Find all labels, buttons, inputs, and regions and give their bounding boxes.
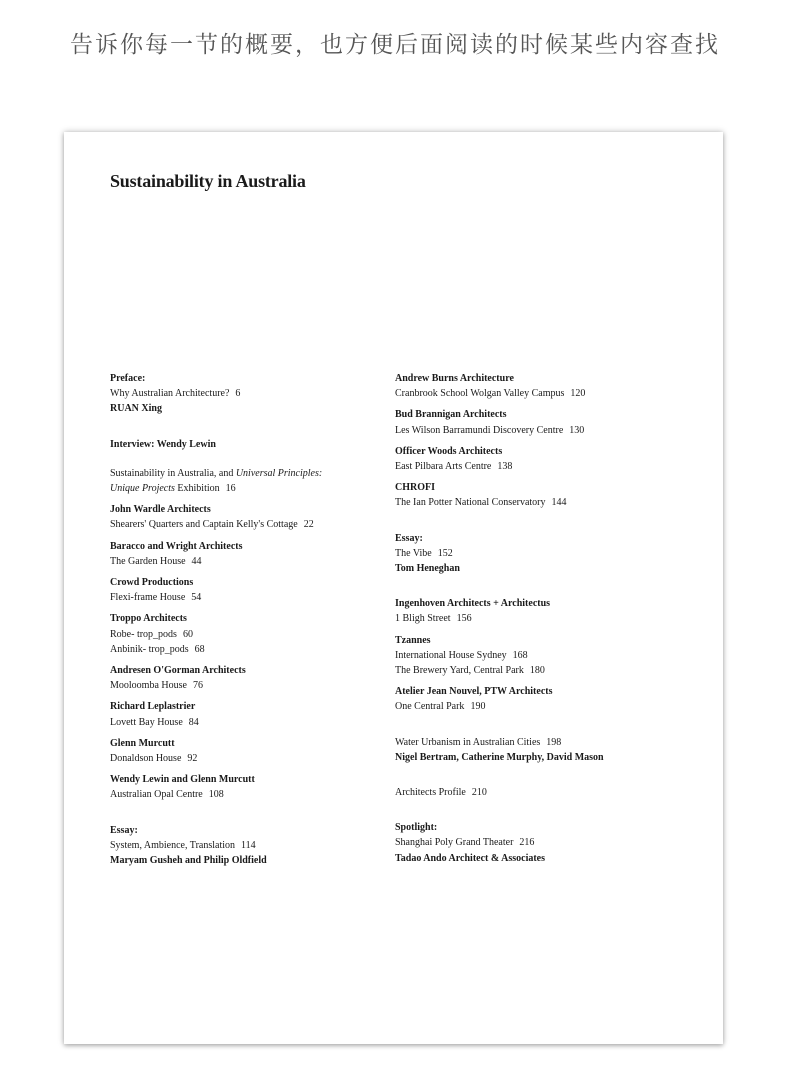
project-title: Shearers' Quarters and Captain Kelly's Cottage (110, 519, 298, 531)
page-number: 180 (529, 665, 545, 677)
toc-entry-water-urbanism (395, 735, 685, 765)
entry-author: Tom Heneghan (395, 563, 460, 575)
project-title: Robe- trop_pods (110, 628, 177, 640)
toc-left-column (110, 371, 380, 868)
architect-name: Bud Brannigan Architects (395, 409, 507, 421)
architect-name: Baracco and Wright Architects (110, 540, 243, 552)
book-contents-page (64, 132, 723, 1044)
page-number: 168 (512, 649, 528, 661)
toc-right-column (395, 371, 685, 866)
architect-name: Crowd Productions (110, 577, 194, 589)
architect-name: Tzannes (395, 634, 431, 646)
toc-entry-preface (110, 371, 380, 417)
entry-title: The Vibe (395, 547, 432, 559)
entry-author: Maryam Gusheh and Philip Oldfield (110, 855, 267, 867)
architect-name: Glenn Murcutt (110, 737, 175, 749)
page-number: 60 (182, 628, 193, 640)
toc-entry-murcutt (110, 736, 380, 766)
project-title: Australian Opal Centre (110, 789, 203, 801)
toc-entry-wardle (110, 502, 380, 532)
project-title: Mooloomba House (110, 680, 187, 692)
entry-author: Nigel Bertram, Catherine Murphy, David Mason (395, 751, 604, 763)
page-number: 54 (191, 592, 202, 604)
project-title: Les Wilson Barramundi Discovery Centre (395, 424, 564, 436)
page-number: 92 (187, 753, 198, 765)
toc-entry-essay-right (395, 531, 685, 577)
architect-name: Wendy Lewin and Glenn Murcutt (110, 774, 255, 786)
section-label: Essay: (110, 824, 138, 836)
project-title: Anbinik- trop_pods (110, 643, 189, 655)
project-title: Flexi-frame House (110, 592, 186, 604)
entry-author: RUAN Xing (110, 403, 162, 415)
project-title: The Ian Potter National Conservatory (395, 497, 546, 509)
page-number: 216 (519, 837, 535, 849)
toc-entry-nouvel (395, 684, 685, 714)
architect-name: Andresen O'Gorman Architects (110, 665, 246, 677)
architect-name: Officer Woods Architects (395, 445, 503, 457)
page-number: 84 (188, 716, 199, 728)
page-number: 130 (569, 424, 585, 436)
toc-entry-troppo (110, 611, 380, 657)
toc-entry-lewin-murcutt (110, 772, 380, 802)
page-number: 22 (303, 519, 314, 531)
page-number: 156 (456, 613, 472, 625)
entry-title-italic: Unique Projects (110, 483, 175, 495)
toc-entry-interview (110, 437, 380, 452)
architect-name: John Wardle Architects (110, 504, 211, 516)
project-title: Donaldson House (110, 753, 182, 765)
page-number: 68 (194, 643, 205, 655)
page-number: 6 (235, 388, 241, 400)
toc-entry-brannigan (395, 407, 685, 437)
page-number: 190 (470, 701, 486, 713)
project-title: 1 Bligh Street (395, 613, 451, 625)
section-label: Interview: Wendy Lewin (110, 438, 216, 450)
architect-name: Andrew Burns Architecture (395, 373, 514, 384)
toc-entry-baracco (110, 539, 380, 569)
architect-name: Atelier Jean Nouvel, PTW Architects (395, 686, 553, 698)
project-title: The Garden House (110, 555, 186, 567)
toc-entry-burns (395, 371, 685, 401)
project-title: International House Sydney (395, 649, 507, 661)
page-title: Sustainability in Australia (110, 171, 306, 191)
entry-title-italic: Universal Principles: (235, 467, 323, 479)
architect-name: Troppo Architects (110, 613, 187, 625)
page-number: 152 (437, 547, 453, 559)
project-title: One Central Park (395, 701, 465, 713)
page-number: 114 (241, 839, 256, 851)
toc-entry-leplastrier (110, 699, 380, 729)
toc-entry-ingenhoven (395, 596, 685, 626)
entry-title: System, Ambience, Translation (110, 839, 235, 851)
toc-entry-crowd (110, 575, 380, 605)
toc-entry-spotlight (395, 820, 685, 866)
page-number: 120 (570, 388, 586, 400)
entry-title: Why Australian Architecture? (110, 388, 230, 400)
toc-entry-essay-left (110, 823, 380, 869)
entry-author: Tadao Ando Architect & Associates (395, 852, 546, 864)
page-number: 108 (208, 789, 224, 801)
project-title: Cranbrook School Wolgan Valley Campus (395, 388, 565, 400)
toc-entry-exhibition (110, 466, 380, 496)
page-number: 198 (546, 736, 562, 748)
toc-entry-tzannes (395, 633, 685, 679)
entry-title: Architects Profile (395, 787, 466, 799)
page-number: 76 (192, 680, 203, 692)
entry-title: Water Urbanism in Australian Cities (395, 736, 541, 748)
toc-entry-andresen (110, 663, 380, 693)
entry-title: Shanghai Poly Grand Theater (395, 837, 514, 849)
toc-entry-architects-profile (395, 785, 685, 800)
page-number: 44 (191, 555, 202, 567)
section-label: Preface: (110, 373, 146, 384)
toc-entry-officer (395, 444, 685, 474)
architect-name: Richard Leplastrier (110, 701, 196, 713)
toc-entry-chrofi (395, 480, 685, 510)
entry-title-part: Sustainability in Australia, and (110, 467, 236, 479)
project-title: Lovett Bay House (110, 716, 183, 728)
banner-caption: 告诉你每一节的概要，也方便后面阅读的时候某些内容查找 (70, 32, 720, 58)
project-title: East Pilbara Arts Centre (395, 461, 492, 473)
entry-title-part: Exhibition (174, 483, 220, 495)
page-number: 210 (471, 787, 487, 799)
page-number: 144 (551, 497, 567, 509)
page-number: 16 (225, 483, 236, 495)
section-label: Spotlight: (395, 822, 438, 834)
architect-name: CHROFI (395, 482, 435, 494)
page-number: 138 (497, 461, 513, 473)
section-label: Essay: (395, 532, 423, 544)
architect-name: Ingenhoven Architects + Architectus (395, 598, 551, 610)
project-title: The Brewery Yard, Central Park (395, 665, 524, 677)
